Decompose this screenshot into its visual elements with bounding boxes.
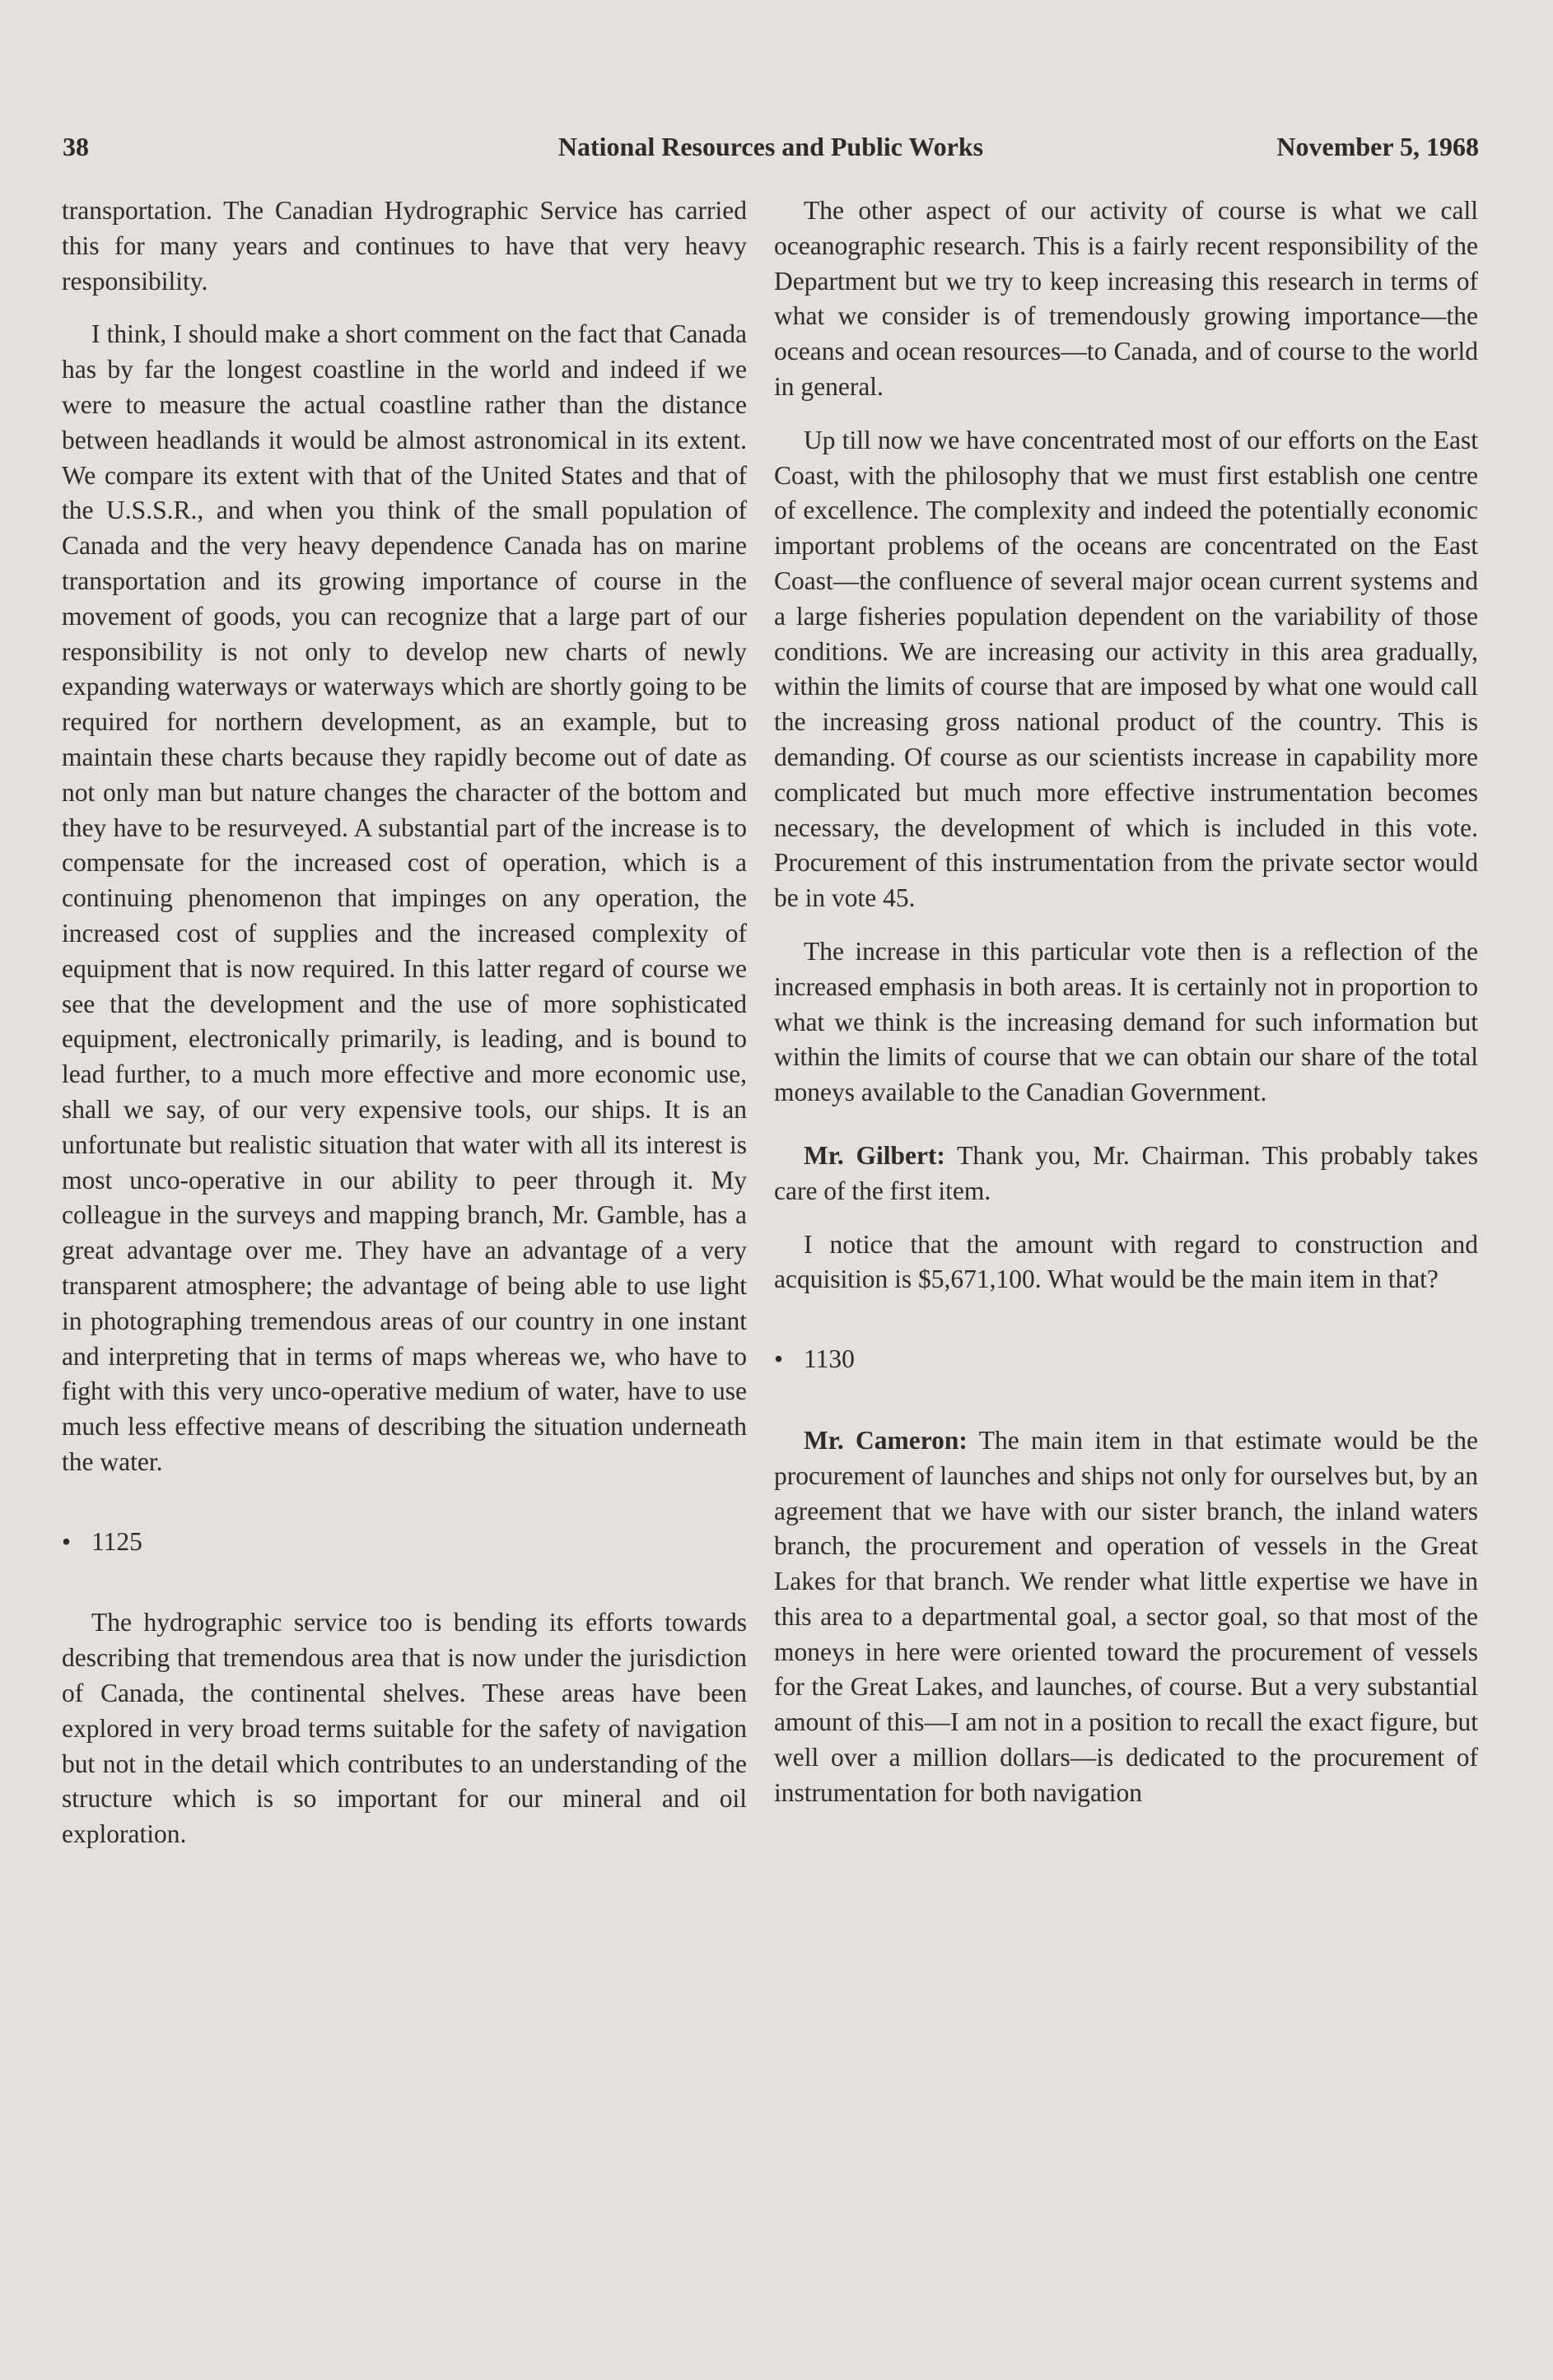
time-marker (774, 1342, 1478, 1377)
bullet-icon: • (774, 1344, 784, 1374)
speaker-paragraph (774, 1423, 1478, 1811)
paragraph: I think, I should make a short comment on the fact that Canada has by far the longest coastline in the world and indeed if we were to measure the actual coastline rather than the distance between headlands it would be almost astronomical in its extent. We compare its extent with that of the United States and that of the U.S.S.R., and when you think of the small population of Canada and the very heavy dependence Canada has on marine transportation and its growing importance of course in the movement of goods, you can recognize that a large part of our responsibility is not only to develop new charts of newly expanding waterways or waterways which are shortly going to be required for northern development, as an example, but to maintain these charts because they rapidly become out of date as not only man but nature changes the character of the bottom and they have to be resurveyed. A substantial part of the increase is to compensate for the increased cost of operation, which is a continuing phenomenon that impinges on any operation, the increased cost of supplies and the increased complexity of equipment that is now required. In this latter regard of course we see that the development and the use of more sophisticated equipment, electronically primarily, is leading, and is bound to lead further, to a much more effective and more economic use, shall we say, of our very expensive tools, our ships. It is an unfortunate but realistic situation that water with all its interest is most unco-operative in our ability to peer through it. My colleague in the surveys and mapping branch, Mr. Gamble, has a great advantage over me. They have an advantage of a very transparent atmosphere; the advantage of being able to use light in photographing tremendous areas of our country in one instant and interpreting that in terms of maps whereas we, who have to fight with this very unco-operative medium of water, have to use much less effective means of describing the situation underneath the water. (62, 319, 747, 1476)
paragraph: I notice that the amount with regard to construction and acquisition is $5,671,100. What would be the main item in that? (774, 1229, 1478, 1294)
paragraph: The other aspect of our activity of course is what we call oceanographic research. This is a fairly recent responsibility of the Department but we try to keep increasing this research in terms of what we consider is of tremendously growing importance—the oceans and ocean resources—to Canada, and of course to the world in general. (774, 196, 1478, 401)
speech-text: Thank you, Mr. Chairman. This probably takes care of the first item. (774, 1140, 1478, 1205)
speaker-name: Mr. Cameron: (804, 1425, 968, 1455)
running-title: National Resources and Public Works (557, 132, 984, 161)
paragraph: The increase in this particular vote then is a reflection of the increased emphasis in both areas. It is certainly not in proportion to what we think is the increasing demand for such information but within the limits of course that we can obtain our share of the total moneys available to the Canadian Government. (774, 936, 1478, 1107)
paragraph: Up till now we have concentrated most of our efforts on the East Coast, with the philosophy that we must first establish one centre of excellence. The complexity and indeed the potentially economic important problems of the oceans are concentrated on the East Coast—the confluence of several major ocean current systems and a large fisheries population dependent on the variability of those conditions. We are increasing our activity in this area gradually, within the limits of course that are imposed by what one would call the increasing gross national product of the country. This is demanding. Of course as our scientists increase in capability more complicated but much more effective instrumentation becomes necessary, the development of which is included in this vote. Procurement of this instrumentation from the private sector would be in vote 45. (774, 425, 1478, 913)
time-marker-label: 1125 (91, 1526, 142, 1556)
paragraph: transportation. The Canadian Hydrographic Service has carried this for many years and continues to have that very heavy responsibility. (62, 196, 747, 296)
page-number: 38 (63, 132, 89, 161)
right-column (774, 193, 1478, 1829)
speech-text: The main item in that estimate would be the procurement of launches and ships not only for ourselves but, by an agreement that we have with our sister branch, the inland waters branch, the procurement and operation of vessels in the Great Lakes for that branch. We render what little expertise we have in this area to a departmental goal, a sector goal, so that most of the moneys in here were oriented toward the procurement of vessels for the Great Lakes, and launches, of course. But a very substantial amount of this—I am not in a position to recall the exact figure, but well over a million dollars—is dedicated to the procurement of instrumentation for both navigation (774, 1425, 1478, 1807)
time-marker-label: 1130 (804, 1344, 855, 1374)
header-date: November 5, 1968 (1276, 132, 1479, 161)
paragraph: The hydrographic service too is bending its efforts towards describing that tremendous area that is now under the jurisdiction of Canada, the continental shelves. These areas have been explored in very broad terms suitable for the safety of navigation but not in the detail which contributes to an understanding of the structure which is so important for our mineral and oil exploration. (62, 1608, 747, 1849)
time-marker (62, 1525, 747, 1560)
left-column (62, 193, 747, 1870)
speaker-paragraph (774, 1139, 1478, 1209)
speaker-name: Mr. Gilbert: (804, 1140, 945, 1170)
bullet-icon: • (62, 1526, 72, 1556)
page-header (63, 132, 1479, 173)
